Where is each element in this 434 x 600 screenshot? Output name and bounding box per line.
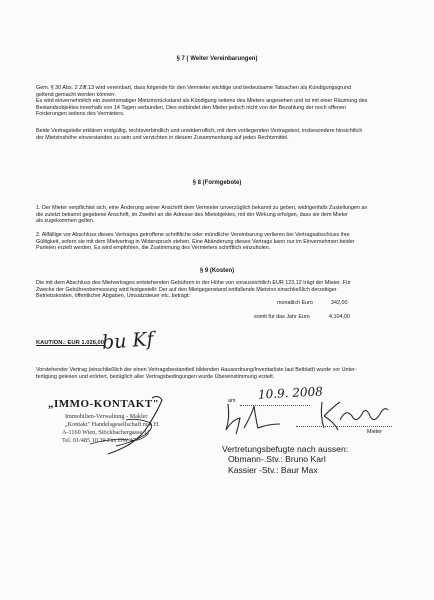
- annual-rent-value: 4.104,00: [329, 314, 350, 320]
- stamp-title: „IMMO-KONTAKT": [48, 398, 160, 410]
- tenant-label: Mieter: [367, 429, 382, 435]
- text-line: Es wird einvernehmlich ein zweimonatiger Mietzinsrückstand als Kündigung seitens des Mieters angesehen und ist mit einer Räumung des: [36, 98, 368, 105]
- annual-rent-label: somit für das Jahr Euro: [254, 314, 310, 320]
- tenant-signature-line: [296, 426, 392, 427]
- text-line: der Mietzinshöhe einverstanden zu sein und verzichten in diesem Zusammenhang auf jedes Rechtsmittel.: [36, 134, 289, 141]
- representative-2: Kassier -Stv.: Baur Max: [228, 465, 318, 475]
- text-line: Zwecke der Gebührenbemessung wird festgestellt: Der auf den Mietgegenstand entfallende Mietzins einschließlich derzeitiger: [36, 286, 337, 293]
- section-8-paragraph-1: [36, 205, 416, 225]
- text-line: als zugekommen gelten.: [36, 218, 95, 225]
- section-7-paragraph-1: [36, 85, 416, 118]
- kaution-signature: bu Kf: [101, 328, 155, 354]
- section-8-paragraph-2: [36, 232, 416, 252]
- section-7-paragraph-2: [36, 128, 416, 141]
- representative-1: Obmann-.Stv.: Bruno Karl: [228, 454, 326, 464]
- text-line: Die mit dem Abschluss des Mietvertrages entstehenden Gebühren in der Höhe von voraussichtlich EUR 123,12 trägt der Mieter. Für: [36, 280, 351, 286]
- signing-date: 10.9. 2008: [257, 384, 324, 402]
- text-line: Forderungen seitens des Vermieters.: [36, 111, 125, 118]
- text-line: fertigung gelesen und erörtert, bezüglich aller Vertragsbedingungen wurde Übereinstimmung erzielt.: [36, 373, 275, 380]
- text-line: die zuletzt bekannt gegebene Anschrift, im Zweifel an die Adresse des Mietobjektes, mit der Wirkung erfolgen, dass sie dem Mieter: [36, 211, 348, 218]
- monthly-rent-label: monatlich Euro: [277, 300, 313, 306]
- text-line: Bestandsobjektes innerhalb von 14 Tagen verbunden. Dies entbindet den Mieter jedoch nicht von der Bezahlung der noch offenen: [36, 104, 346, 111]
- section-9-paragraph: [36, 280, 416, 300]
- stamp-line: Immobilien-Verwaltung - Makler: [65, 413, 148, 420]
- text-line: Gem. § 30 Abs. 2 Ziff.13 wird vereinbart, dass folgende für den Vermieter wichtige und bedeutsame Tatsachen als Kündigungsgrund: [36, 85, 352, 91]
- text-line: 1. Der Mieter verpflichtet sich, eine Änderung seiner Anschrift dem Vermieter unverzüglich bekannt zu geben, widrigenfalls Zustellungen an: [36, 205, 368, 211]
- representatives-heading: Vertretungsbefugte nach aussen:: [222, 444, 349, 454]
- monthly-rent-value: 342,00: [331, 300, 348, 306]
- section-9-heading: § 9 (Kosten): [199, 268, 235, 274]
- section-7-heading: § 7 ( Weiter Vereinbarungen): [176, 56, 258, 62]
- closing-paragraph: [36, 367, 422, 380]
- text-line: Vorstehender Vertrag (einschließlich der einen Vertragsbestandteil bildenden Hausordnung/Inventarliste laut Beiblatt) wurde vor Unter-: [36, 367, 357, 373]
- stamp-line: „Kontakt" Handelsgesellschaft m.b.H.: [65, 421, 160, 428]
- text-line: Betriebskosten, öffentlicher Abgaben, Umsatzsteuer etc. beträgt:: [36, 293, 190, 300]
- kaution-amount: KAUTION.: EUR 1.026,00: [36, 340, 104, 346]
- landlord-signature: [70, 392, 180, 462]
- section-8-heading: § 8 (Formgebote): [192, 180, 242, 186]
- stamp-line: Tel. 01/485 10 39 Fax DW 17: [62, 437, 136, 444]
- text-line: geltend gemacht werden können:: [36, 91, 116, 98]
- tenant-signature-2: [316, 398, 396, 434]
- text-line: Parteien erzielt werden. Es wird empfohlen, die Zustimmung des Vermieters schriftlich einzuholen.: [36, 245, 271, 252]
- text-line: Gültigkeit, sofern sie mit dem Mietvertrag in Widerspruch stehen. Eine Abänderung dieses Vertrags kann nur im Einvernehmen beider: [36, 238, 355, 245]
- tenant-signature-1: [218, 398, 286, 438]
- date-prefix: am: [228, 398, 236, 404]
- stamp-line: A-1160 Wien, Stöckbachergasse 11: [62, 429, 150, 436]
- text-line: Beide Vertragsteile erklären endgültig, rechtsverbindlich und unwiderruflich, mit dem vorliegenden Vertragstext, insbesondere hinsichtlich: [36, 128, 363, 134]
- text-line: 2. Allfällige vor Abschluss dieses Vertrages getroffene schriftliche oder mündliche Vereinbarung verlieren bei Vertragsabschluss ihre: [36, 232, 350, 238]
